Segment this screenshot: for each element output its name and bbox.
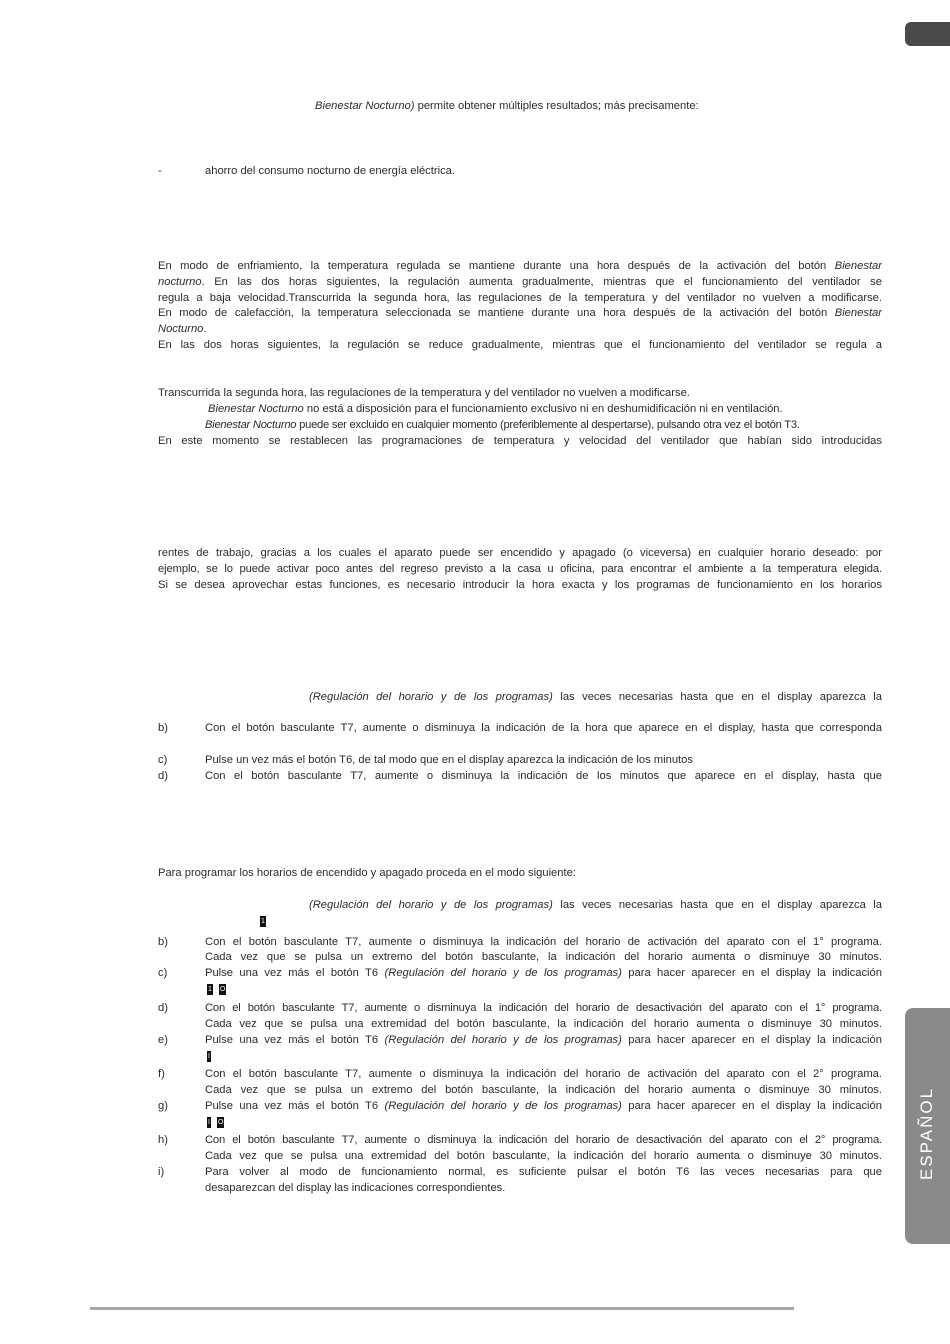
program-step-h-line2: Cada vez que se pulsa una extremidad del botón basculante, la indicación del horario aumenta o disminuye 30 minutos. (205, 1150, 882, 1162)
clock-step-b-label: b) (158, 722, 168, 734)
program-step-f-line1: Con el botón basculante T7, aumente o disminuya la indicación del horario de activación del aparato con el 2° programa. (205, 1068, 882, 1080)
night-line-6: En las dos horas siguientes, la regulación se reduce gradualmente, mientras que el funcionamiento del ventilador se regula a (158, 339, 882, 351)
display-indicator-c: 1 O (208, 985, 226, 993)
night-line-8: En este momento se restablecen las programaciones de temperatura y velocidad del ventilador que habían sido introducidas (158, 435, 882, 447)
display-indicator-e: I (208, 1052, 210, 1060)
program-step-i-line1: Para volver al modo de funcionamiento normal, es suficiente pulsar el botón T6 las veces necesarias para que (205, 1166, 882, 1178)
night-line-5: Nocturno. (158, 323, 207, 335)
timers-line-1: rentes de trabajo, gracias a los cuales el aparato puede ser encendido y apagado (o viceversa) en cualquier horario deseado: por (158, 547, 882, 559)
night-note-1: Bienestar Nocturno no está a disposición para el funcionamiento exclusivo ni en deshumidificación ni en ventilación. (208, 403, 783, 415)
night-line-1: En modo de enfriamiento, la temperatura regulada se mantiene durante una hora después de la activación del botón Bienestar (158, 260, 882, 272)
bullet-text: ahorro del consumo nocturno de energía eléctrica. (205, 165, 456, 177)
timers-line-2: ejemplo, se lo puede activar poco antes del regreso previsto a la casa u oficina, para encontrar el ambiente a la temperatura elegida. (158, 563, 882, 575)
program-step-b-line2: Cada vez que se pulsa un extremo del botón basculante, la indicación del horario aumenta o disminuye 30 minutos. (205, 951, 882, 963)
program-intro: Para programar los horarios de encendido y apagado proceda en el modo siguiente: (158, 867, 576, 879)
clock-step-c-label: c) (158, 754, 168, 766)
program-step-b-line1: Con el botón basculante T7, aumente o disminuya la indicación del horario de activación del aparato con el 1° programa. (205, 936, 882, 948)
program-step-d-line2: Cada vez que se pulsa una extremidad del botón basculante, la indicación del horario aumenta o disminuye 30 minutos. (205, 1018, 882, 1030)
program-step-b-label: b) (158, 936, 168, 948)
bullet-dash: - (158, 165, 162, 177)
display-indicator-g: I O (208, 1118, 224, 1126)
footer-divider (90, 1307, 794, 1310)
clock-step-d-label: d) (158, 770, 168, 782)
program-step-g-label: g) (158, 1100, 168, 1112)
clock-step-d: Con el botón basculante T7, aumente o disminuya la indicación de los minutos que aparece en el display, hasta que (205, 770, 882, 782)
clock-step-b: Con el botón basculante T7, aumente o disminuya la indicación de la hora que aparece en el display, hasta que corresponda (205, 722, 882, 734)
night-line-4: En modo de calefacción, la temperatura seleccionada se mantiene durante una hora después de la activación del botón Bienestar (158, 307, 882, 319)
display-indicator-a: 1 (261, 917, 265, 925)
timers-line-3: Si se desea aprovechar estas funciones, es necesario introducir la hora exacta y los programas de funcionamiento en los horarios (158, 579, 882, 591)
program-step-f-label: f) (158, 1068, 165, 1080)
program-step-a: (Regulación del horario y de los programas) las veces necesarias hasta que en el display aparezca la (309, 899, 882, 911)
night-line-7: Transcurrida la segunda hora, las regulaciones de la temperatura y del ventilador no vuelven a modificarse. (158, 387, 690, 399)
clock-step-a: (Regulación del horario y de los programas) las veces necesarias hasta que en el display aparezca la (309, 691, 882, 703)
program-step-g: Pulse una vez más el botón T6 (Regulación del horario y de los programas) para hacer aparecer en el display la indicación (205, 1100, 882, 1112)
program-step-c: Pulse una vez más el botón T6 (Regulación del horario y de los programas) para hacer aparecer en el display la indicación (205, 967, 882, 979)
program-step-d-label: d) (158, 1002, 168, 1014)
night-line-3: regula a baja velocidad.Transcurrida la segunda hora, las regulaciones de la temperatura y del ventilador no vuelven a modificarse. (158, 292, 882, 304)
program-step-e-label: e) (158, 1034, 168, 1046)
program-step-i-label: i) (158, 1166, 165, 1178)
program-step-i-line2: desaparezcan del display las indicaciones correspondientes. (205, 1182, 506, 1194)
night-note-2: Bienestar Nocturno puede ser excluido en cualquier momento (preferiblemente al despertarse), pulsando otra vez el botón T3. (205, 419, 800, 431)
program-step-f-line2: Cada vez que se pulsa un extremo del botón basculante, la indicación del horario aumenta o disminuye 30 minutos. (205, 1084, 882, 1096)
program-step-h-label: h) (158, 1134, 168, 1146)
program-step-h-line1: Con el botón basculante T7, aumente o disminuya la indicación del horario de desactivación del aparato con el 2° programa. (205, 1134, 882, 1146)
night-line-2: nocturno. En las dos horas siguientes, la regulación aumenta gradualmente, mientras que el funcionamiento del ventilador se (158, 276, 882, 288)
program-step-c-label: c) (158, 967, 168, 979)
header-tab (905, 22, 950, 46)
program-step-e: Pulse una vez más el botón T6 (Regulación del horario y de los programas) para hacer aparecer en el display la indicación (205, 1034, 882, 1046)
intro-line: Bienestar Nocturno) permite obtener múltiples resultados; más precisamente: (315, 100, 699, 112)
clock-step-c: Pulse un vez más el botón T6, de tal modo que en el display aparezca la indicación de los minutos (205, 754, 693, 766)
program-step-d-line1: Con el botón basculante T7, aumente o disminuya la indicación del horario de desactivación del aparato con el 1° programa. (205, 1002, 882, 1014)
